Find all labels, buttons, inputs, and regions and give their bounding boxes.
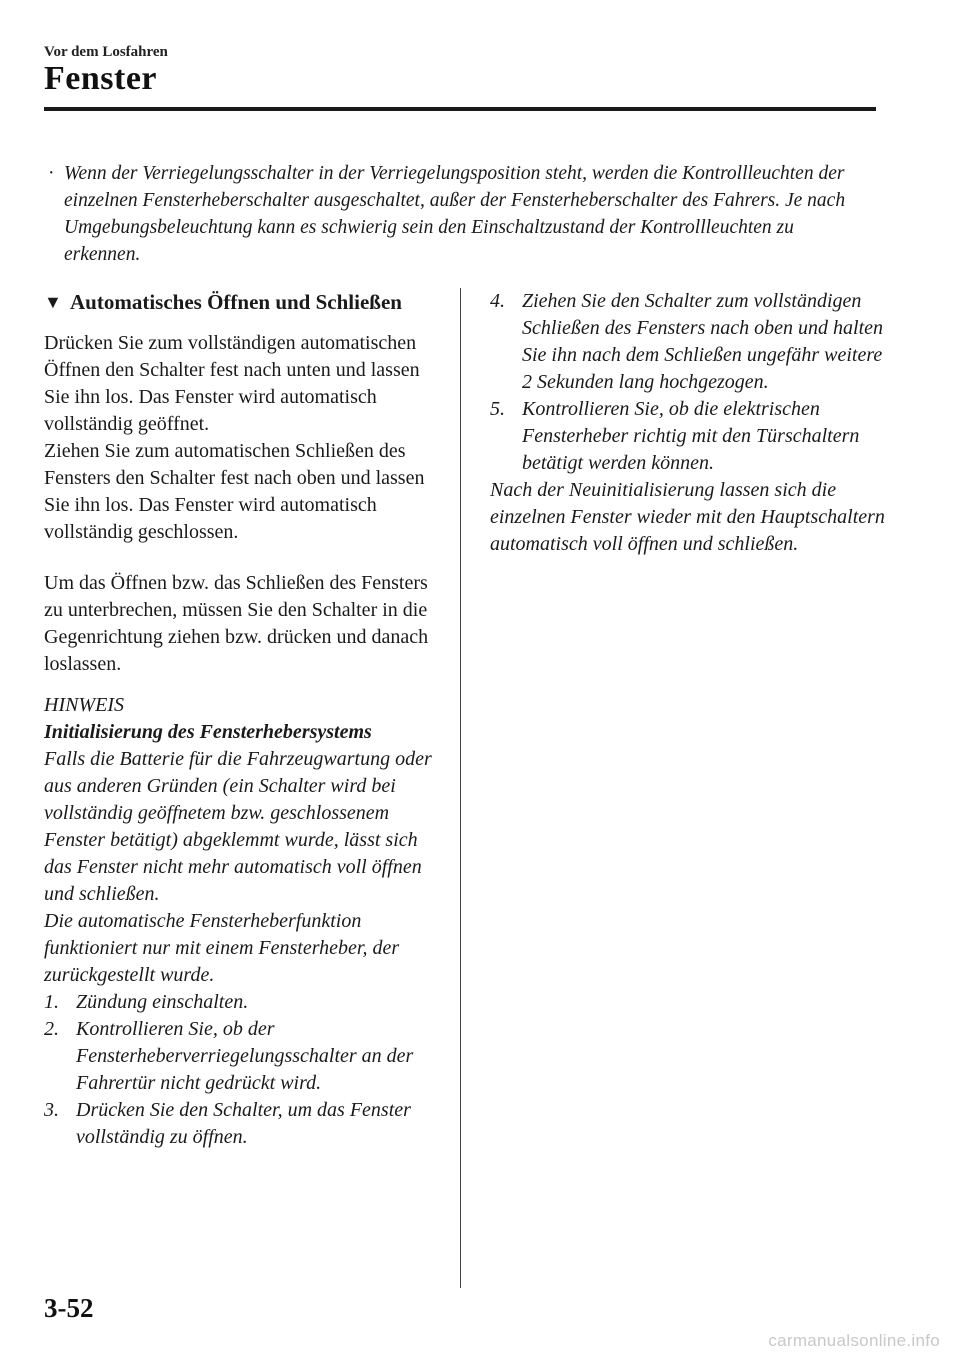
- section-label: Vor dem Losfahren: [44, 44, 168, 60]
- title-rule: [44, 107, 876, 111]
- paragraph-open: Drücken Sie zum vollständigen automatischen Öffnen den Schalter fest nach unten und lassen Sie ihn los. Das Fenster wird automatisch vollständig geöffnet.: [44, 332, 420, 435]
- list-item-number: 5.: [490, 398, 505, 420]
- list-item: [490, 288, 890, 396]
- list-item-number: 4.: [490, 290, 505, 312]
- list-item: [44, 989, 444, 1016]
- note-block: [44, 692, 444, 1151]
- section-heading: [44, 288, 444, 316]
- list-item-number: 3.: [44, 1099, 59, 1121]
- paragraph-close: Ziehen Sie zum automatischen Schließen des Fensters den Schalter fest nach oben und lassen Sie ihn los. Das Fenster wird automatisch vollständig geschlossen.: [44, 440, 425, 543]
- bullet-text: Wenn der Verriegelungsschalter in der Verriegelungsposition steht, werden die Kontrollleuchten der einzelnen Fensterheberschalter ausgeschaltet, außer der Fensterheberschalter des Fahrers. Je nach Umgebungsbeleuchtung kann es schwierig sein den Einschaltzustand der Kontrollleuchten zu erkennen.: [64, 163, 846, 265]
- list-item: [44, 1016, 444, 1097]
- bullet-dot-icon: ·: [48, 163, 55, 184]
- note-paragraph-1: Falls die Batterie für die Fahrzeugwartung oder aus anderen Gründen (ein Schalter wird bei vollständig geöffnetem bzw. geschlossenem Fenster betätigt) abgeklemmt wurde, lässt sich das Fenster nicht mehr automatisch voll öffnen und schließen.: [44, 748, 432, 905]
- note-title: Initialisierung des Fensterhebersystems: [44, 721, 372, 743]
- note-paragraph-2: Die automatische Fensterheberfunktion funktioniert nur mit einem Fensterheber, der zurückgestellt wurde.: [44, 910, 400, 986]
- list-item-text: Kontrollieren Sie, ob der Fensterheberverriegelungsschalter an der Fahrertür nicht gedrückt wird.: [76, 1018, 414, 1094]
- list-item-text: Zündung einschalten.: [76, 991, 249, 1013]
- page-number: 3-52: [44, 1293, 94, 1323]
- right-column: [490, 288, 890, 558]
- section-heading-text: Automatisches Öffnen und Schließen: [70, 290, 402, 314]
- list-item-number: 1.: [44, 991, 59, 1013]
- list-item-number: 2.: [44, 1018, 59, 1040]
- paragraph-interrupt: Um das Öffnen bzw. das Schließen des Fensters zu unterbrechen, müssen Sie den Schalter in die Gegenrichtung ziehen bzw. drücken und danach loslassen.: [44, 572, 429, 675]
- list-item-text: Drücken Sie den Schalter, um das Fenster vollständig zu öffnen.: [76, 1099, 411, 1148]
- closing-paragraph: Nach der Neuinitialisierung lassen sich die einzelnen Fenster wieder mit den Hauptschaltern automatisch voll öffnen und schließen.: [490, 479, 885, 555]
- note-label: HINWEIS: [44, 694, 124, 716]
- list-item: [490, 396, 890, 477]
- list-item-text: Kontrollieren Sie, ob die elektrischen Fensterheber richtig mit den Türschaltern betätigt werden können.: [522, 398, 860, 474]
- column-divider: [460, 288, 461, 1288]
- watermark: carmanualsonline.info: [768, 1331, 940, 1350]
- list-item: [44, 1097, 444, 1151]
- list-item-text: Ziehen Sie den Schalter zum vollständigen Schließen des Fensters nach oben und halten Sie ihn nach dem Schließen ungefähr weitere 2 Sekunden lang hochgezogen.: [522, 290, 884, 393]
- page-title: Fenster: [44, 60, 158, 97]
- left-column: [44, 288, 444, 1151]
- bullet-note: [48, 160, 868, 268]
- triangle-down-icon: ▼: [44, 292, 62, 312]
